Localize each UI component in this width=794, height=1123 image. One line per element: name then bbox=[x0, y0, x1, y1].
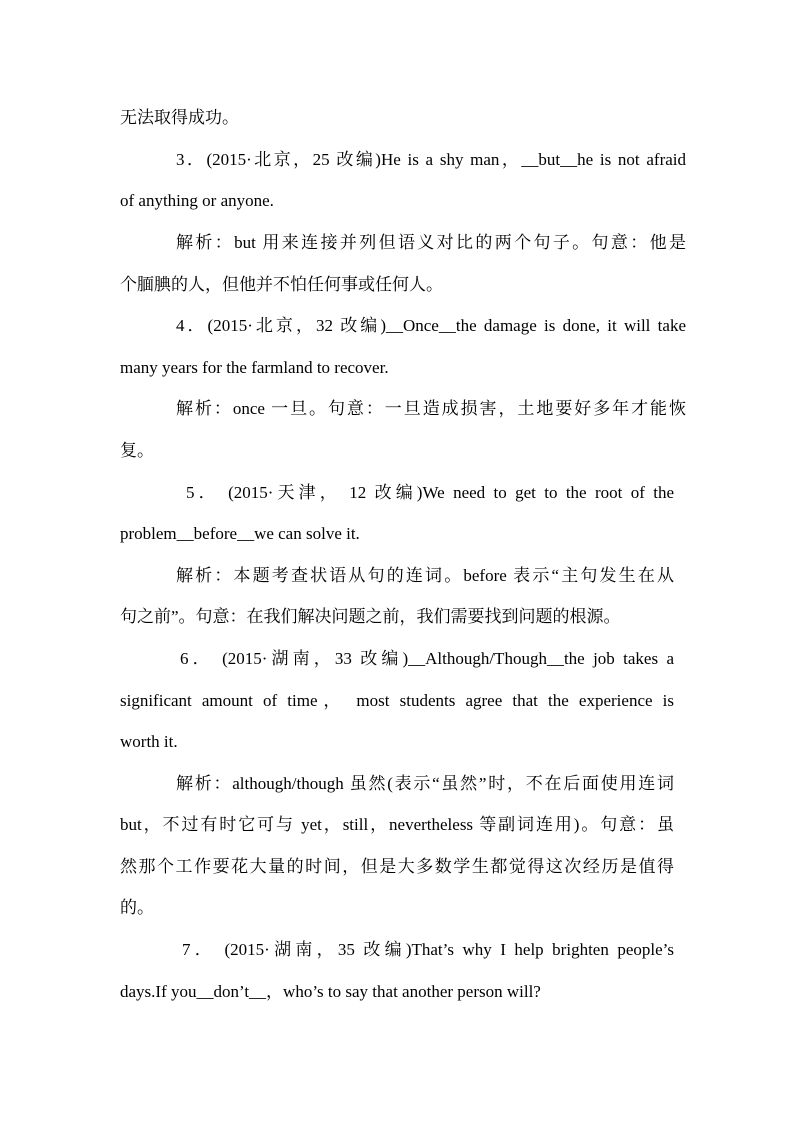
question-7-line-2: days.If you__don’t__，who’s to say that another person will? bbox=[120, 982, 541, 1001]
analysis-6-line-1: 解析：although/though 虽然(表示“虽然”时，不在后面使用连词 bbox=[176, 774, 674, 793]
analysis-6-line-3: 然那个工作要花大量的时间，但是大多数学生都觉得这次经历是值得 bbox=[120, 857, 674, 876]
question-6-line-3: worth it. bbox=[120, 732, 178, 751]
analysis-5-line-2: 句之前”。句意：在我们解决问题之前，我们需要找到问题的根源。 bbox=[120, 607, 621, 626]
question-3-line-2: of anything or anyone. bbox=[120, 191, 274, 210]
question-4-line-2: many years for the farmland to recover. bbox=[120, 358, 389, 377]
analysis-4-line-1: 解析：once 一旦。句意：一旦造成损害，土地要好多年才能恢 bbox=[176, 399, 686, 418]
analysis-6-line-4: 的。 bbox=[120, 898, 154, 917]
analysis-4-line-2: 复。 bbox=[120, 441, 154, 460]
question-4-line-1: 4．(2015·北京，32 改编)__Once__the damage is done, it will take bbox=[176, 316, 686, 335]
question-5-line-2: problem__before__we can solve it. bbox=[120, 524, 360, 543]
analysis-6-line-2: but，不过有时它可与 yet，still，nevertheless 等副词连用)。句意：虽 bbox=[120, 815, 674, 834]
question-3-line-1: 3．(2015·北京，25 改编)He is a shy man，__but__he is not afraid bbox=[176, 150, 686, 169]
analysis-3-line-1: 解析：but 用来连接并列但语义对比的两个句子。句意：他是 bbox=[176, 233, 686, 252]
analysis-5-line-1: 解析：本题考查状语从句的连词。before 表示“主句发生在从 bbox=[176, 566, 674, 585]
question-6-line-1: 6． (2015·湖南，33 改编)__Although/Though__the job takes a bbox=[180, 649, 674, 668]
question-6-line-2: significant amount of time， most students agree that the experience is bbox=[120, 691, 674, 710]
text-line-1: 无法取得成功。 bbox=[120, 108, 239, 127]
question-7-line-1: 7． (2015·湖南，35 改编)That’s why I help brighten people’s bbox=[182, 940, 674, 959]
question-5-line-1: 5． (2015·天津， 12 改编)We need to get to the root of the bbox=[186, 483, 674, 502]
analysis-3-line-2: 个腼腆的人，但他并不怕任何事或任何人。 bbox=[120, 275, 443, 294]
